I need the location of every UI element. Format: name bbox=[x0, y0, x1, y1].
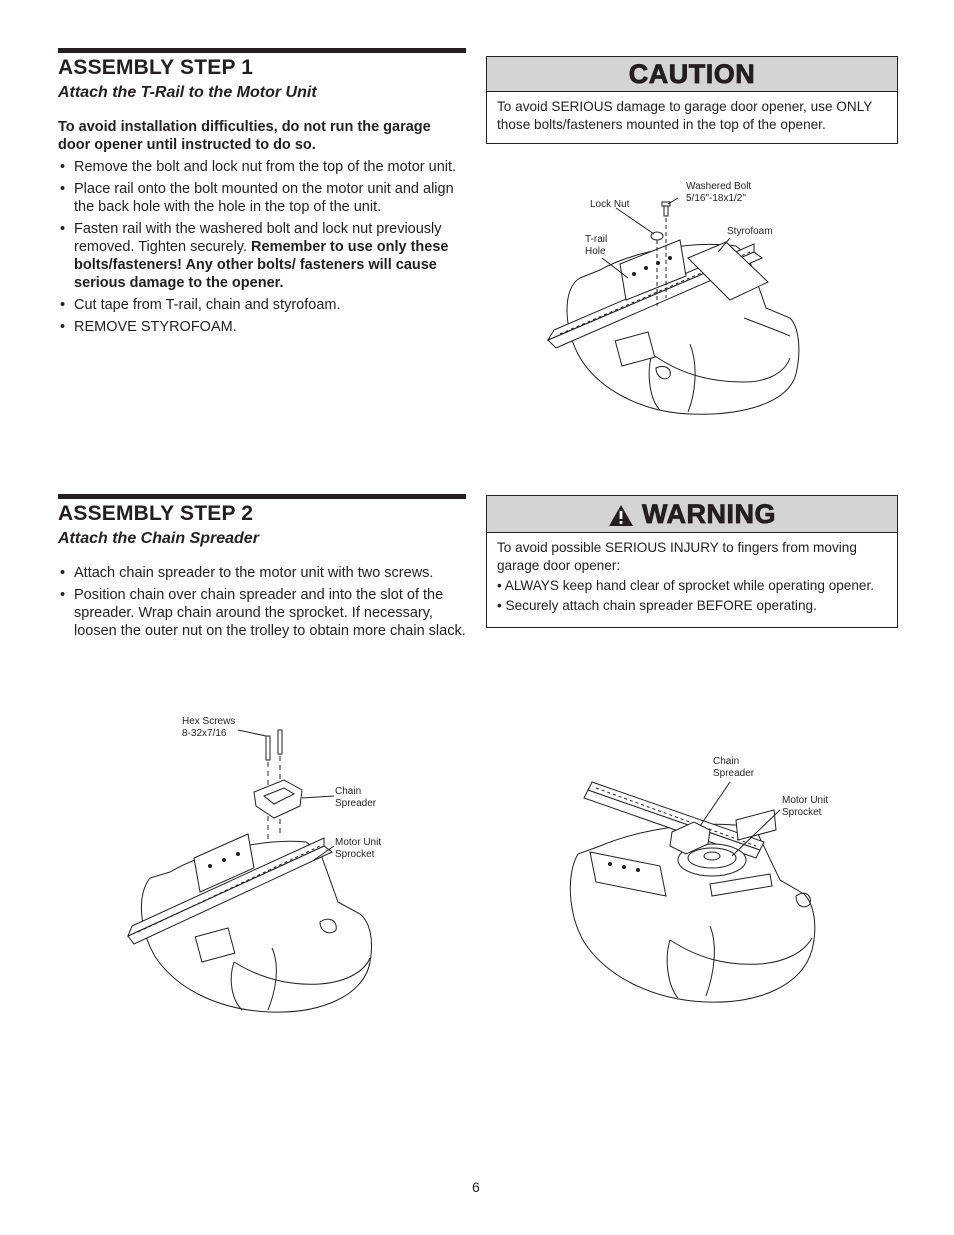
callout-washered-bolt: Washered Bolt 5/16"-18x1/2" bbox=[686, 181, 752, 204]
callout-chain-spreader: Chain Spreader bbox=[335, 786, 377, 809]
caution-heading: CAUTION bbox=[628, 59, 756, 89]
caution-text: To avoid SERIOUS damage to garage door opener, use ONLY those bolts/fasteners mounted in the top of the opener. bbox=[497, 99, 873, 132]
callout-styrofoam: Styrofoam bbox=[727, 226, 773, 237]
step1-bullet-list bbox=[58, 158, 466, 340]
figure-chain-spreader-exploded bbox=[124, 726, 384, 1026]
list-item: • Place rail onto the bolt mounted on the motor unit and align the back hole with the hole in the top of the unit. bbox=[58, 180, 466, 216]
callout-t-rail-hole: T-rail Hole bbox=[585, 234, 608, 257]
warning-line: • Securely attach chain spreader BEFORE operating. bbox=[497, 598, 817, 613]
callout-hex-screws: Hex Screws 8-32x7/16 bbox=[182, 716, 236, 739]
step2-subtitle: Attach the Chain Spreader bbox=[58, 530, 259, 547]
step1-intro: To avoid installation difficulties, do not run the garage door opener until instructed to do so. bbox=[58, 119, 431, 153]
callout-motor-unit-sprocket: Motor Unit Sprocket bbox=[335, 837, 382, 860]
list-item: • REMOVE STYROFOAM. bbox=[58, 318, 466, 336]
step2-rule bbox=[58, 494, 466, 499]
caution-header bbox=[487, 57, 897, 92]
step2-bullet-list bbox=[58, 564, 466, 644]
warning-triangle-icon bbox=[608, 504, 634, 527]
fasten-bold-text: Remember to use only these bolts/fasteners! Any other bolts/ fasteners will cause serious damage to the opener. bbox=[74, 239, 449, 291]
callout-lock-nut: Lock Nut bbox=[590, 199, 630, 210]
page-number: 6 bbox=[472, 1179, 480, 1195]
warning-line: • ALWAYS keep hand clear of sprocket while operating opener. bbox=[497, 578, 875, 593]
fasten-text: Fasten rail with the washered bolt and lock nut previously removed. Tighten securely. bbox=[74, 221, 442, 255]
warning-text bbox=[497, 539, 889, 615]
step1-title: ASSEMBLY STEP 1 bbox=[58, 56, 254, 79]
callout-chain-spreader-installed: Chain Spreader bbox=[713, 756, 755, 779]
callout-motor-unit-sprocket-installed: Motor Unit Sprocket bbox=[782, 795, 829, 818]
figure-motor-unit-rail bbox=[540, 178, 820, 440]
list-item: • Cut tape from T-rail, chain and styrofoam. bbox=[58, 296, 466, 314]
list-item bbox=[58, 220, 466, 292]
warning-line: To avoid possible SERIOUS INJURY to fingers from moving garage door opener: bbox=[497, 540, 857, 573]
list-item: • Position chain over chain spreader and into the slot of the spreader. Wrap chain around the sprocket. If necessary, loosen the outer nut on the trolley to obtain more chain slack. bbox=[58, 586, 466, 640]
step1-rule bbox=[58, 48, 466, 53]
warning-heading: WARNING bbox=[642, 499, 776, 529]
list-item: • Attach chain spreader to the motor unit with two screws. bbox=[58, 564, 466, 582]
warning-box bbox=[486, 495, 898, 628]
list-item: • Remove the bolt and lock nut from the top of the motor unit. bbox=[58, 158, 466, 176]
caution-box bbox=[486, 56, 898, 144]
step2-title: ASSEMBLY STEP 2 bbox=[58, 502, 254, 525]
warning-header bbox=[487, 496, 897, 533]
step1-subtitle: Attach the T-Rail to the Motor Unit bbox=[58, 84, 317, 101]
